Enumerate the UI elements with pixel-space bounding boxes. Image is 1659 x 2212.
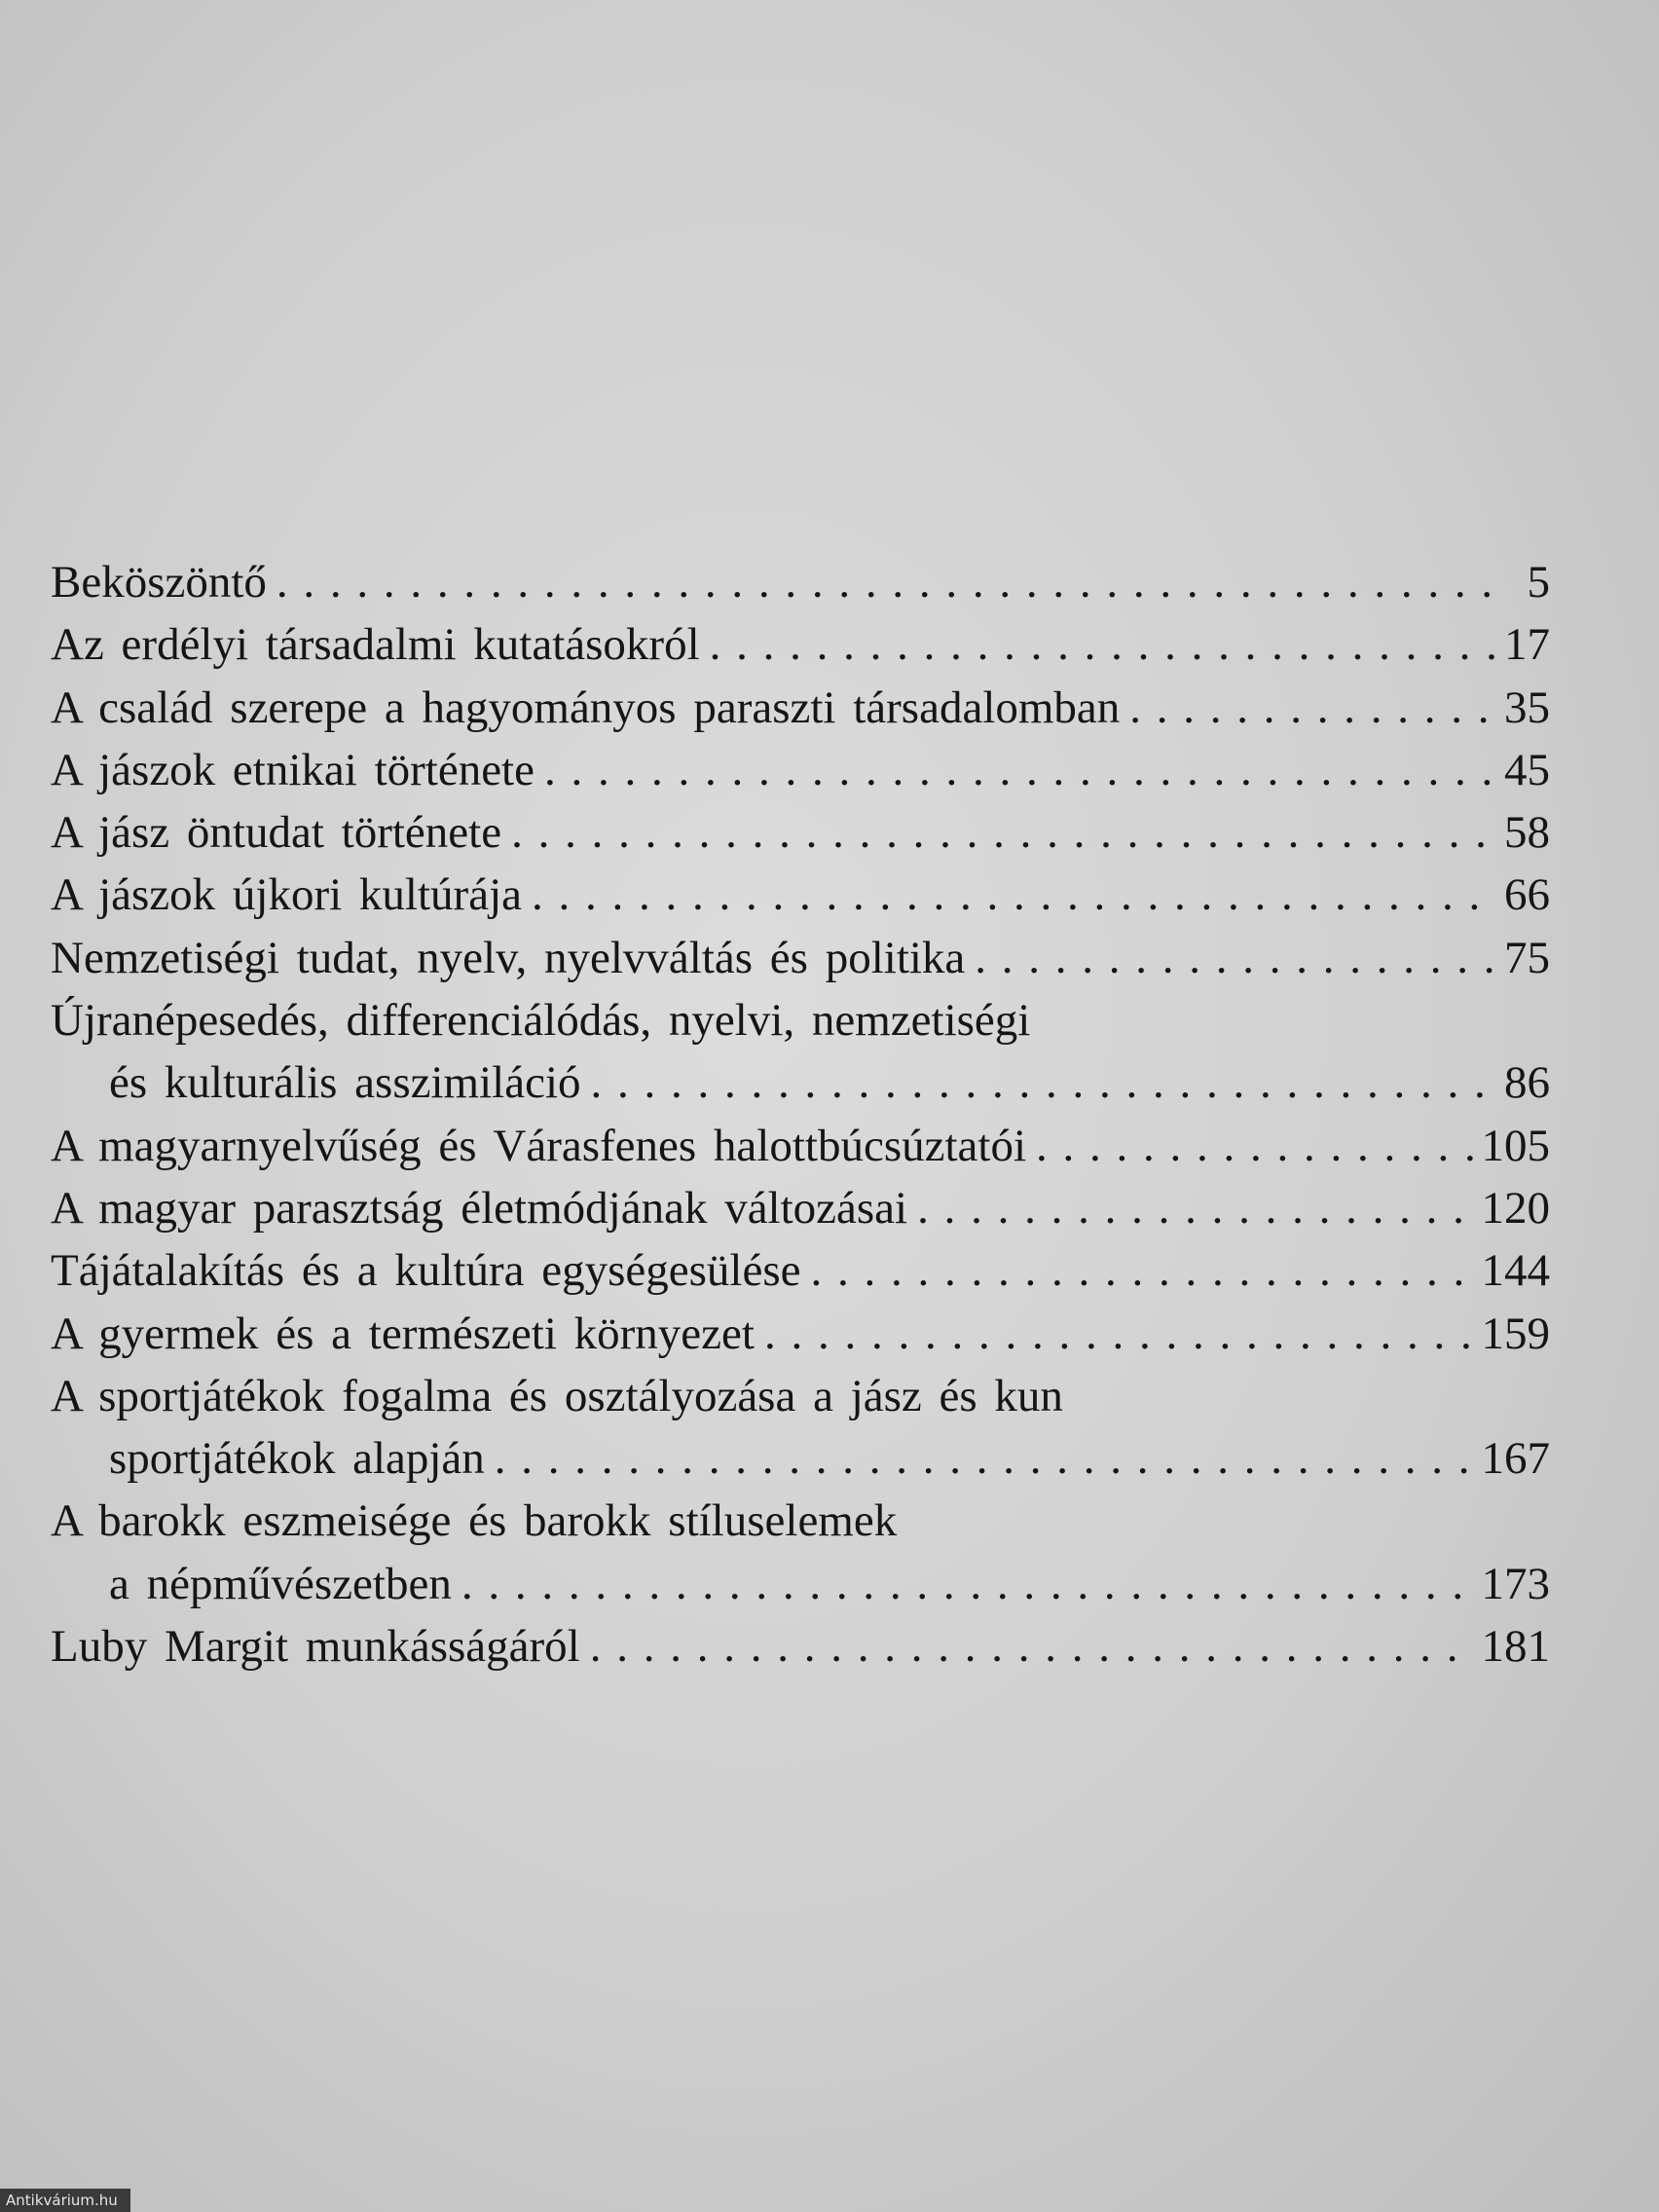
dot-leader: [965, 927, 1496, 989]
toc-entry-page: 86: [1504, 1057, 1550, 1109]
toc-entry-title: Beköszöntő: [51, 557, 267, 608]
toc-entry-title: Luby Margit munkásságáról: [51, 1621, 580, 1673]
dot-leader: [501, 801, 1496, 864]
toc-entry-title: A jászok etnikai története: [51, 744, 535, 795]
toc-entry-page: 173: [1481, 1558, 1550, 1609]
toc-entry-page: 144: [1481, 1245, 1550, 1297]
dot-leader: [581, 1051, 1496, 1114]
toc-entry-page: 66: [1504, 869, 1550, 921]
toc-entry: [51, 551, 1550, 613]
toc-entry-title-line1: A barokk eszmeisége és barokk stíluselemek: [51, 1495, 898, 1547]
dot-leader: [755, 1303, 1474, 1365]
toc-entry-title-line1: Újranépesedés, differenciálódás, nyelvi, nemzetiségi: [51, 995, 1031, 1047]
dot-leader: [700, 613, 1496, 676]
toc-entry-page: 17: [1504, 619, 1550, 671]
toc-entry: [51, 1303, 1550, 1365]
toc-entry: [51, 927, 1550, 989]
toc-entry: [51, 801, 1550, 864]
toc-entry: [51, 1239, 1550, 1302]
toc-entry-title: A jászok újkori kultúrája: [51, 869, 522, 921]
toc-entry: [51, 739, 1550, 801]
dot-leader: [580, 1615, 1474, 1677]
toc-entry-page: 120: [1481, 1182, 1550, 1234]
dot-leader: [1120, 677, 1496, 739]
dot-leader: [452, 1553, 1474, 1615]
toc-entry-multiline: [51, 1365, 1550, 1491]
toc-entry-title: A jász öntudat története: [51, 807, 502, 859]
toc-entry-title-line1: A sportjátékok fogalma és osztályozása a jász és kun: [51, 1370, 1063, 1421]
toc-entry-title: Az erdélyi társadalmi kutatásokról: [51, 619, 700, 671]
dot-leader: [522, 864, 1496, 926]
toc-entry-multiline: [51, 1490, 1550, 1615]
toc-entry-title: A magyar parasztság életmódjának változásai: [51, 1182, 908, 1234]
toc-entry-page: 35: [1504, 682, 1550, 733]
toc-entry-continuation: [51, 1553, 1550, 1615]
toc-entry-title: Tájátalakítás és a kultúra egységesülése: [51, 1245, 801, 1297]
toc-entry: [51, 1115, 1550, 1177]
watermark-label: Antikvárium.hu: [0, 2189, 130, 2212]
dot-leader: [535, 739, 1496, 801]
toc-entry-page: 105: [1481, 1120, 1550, 1171]
toc-entry: [51, 1615, 1550, 1677]
dot-leader: [267, 551, 1503, 613]
dot-leader: [800, 1239, 1473, 1302]
toc-entry-title: A magyarnyelvűség és Várasfenes halottbúcsúztatói: [51, 1120, 1027, 1171]
dot-leader: [1026, 1115, 1473, 1177]
toc-entry-page: 159: [1481, 1308, 1550, 1359]
toc-entry-title: A gyermek és a természeti környezet: [51, 1308, 755, 1359]
toc-entry-continuation: [51, 1427, 1550, 1490]
toc-entry: [51, 613, 1550, 676]
toc-entry-page: 167: [1481, 1433, 1550, 1485]
toc-entry: [51, 677, 1550, 739]
dot-leader: [907, 1177, 1473, 1239]
toc-entry-page: 75: [1504, 932, 1550, 983]
dot-leader: [485, 1427, 1474, 1490]
toc-entry-multiline: [51, 989, 1550, 1115]
toc-entry-continuation: [51, 1051, 1550, 1114]
toc-entry-title-line2: és kulturális asszimiláció: [109, 1057, 581, 1109]
toc-entry-title-line2: sportjátékok alapján: [109, 1433, 485, 1485]
table-of-contents: [51, 551, 1550, 1677]
toc-entry-title: Nemzetiségi tudat, nyelv, nyelvváltás és politika: [51, 932, 966, 983]
toc-entry-title-line2: a népművészetben: [109, 1558, 452, 1609]
toc-entry-page: 181: [1481, 1621, 1550, 1673]
toc-entry: [51, 864, 1550, 926]
toc-entry-title: A család szerepe a hagyományos paraszti társadalomban: [51, 682, 1121, 733]
toc-entry: [51, 1177, 1550, 1239]
toc-entry-page: 58: [1504, 807, 1550, 859]
toc-entry-page: 45: [1504, 744, 1550, 795]
toc-entry-page: 5: [1527, 557, 1550, 608]
